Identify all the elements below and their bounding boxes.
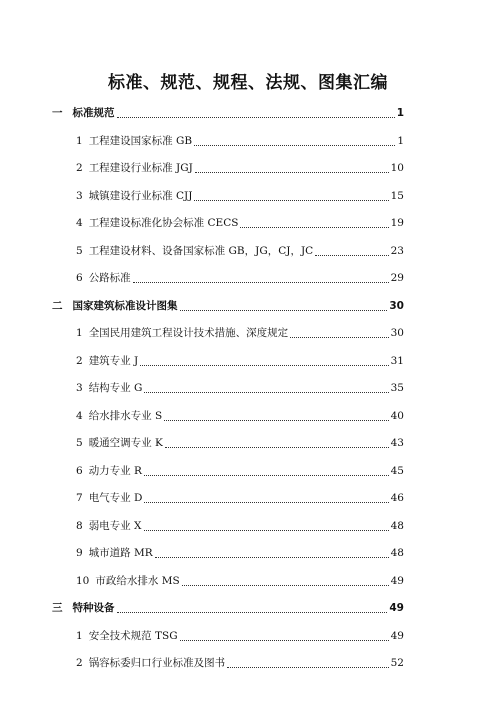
leader-dots <box>165 447 389 448</box>
item-number: 7 <box>76 492 83 504</box>
item-label: 建筑专业 J <box>88 354 139 367</box>
item-page-number: 45 <box>390 464 404 477</box>
section-label: 特种设备 <box>72 602 115 614</box>
toc-item[interactable] <box>0 348 496 376</box>
leader-dots <box>195 172 389 173</box>
item-page-number: 30 <box>390 327 404 339</box>
item-page-number: 43 <box>390 437 404 449</box>
section-number: 一 <box>52 107 63 119</box>
leader-dots <box>290 337 388 338</box>
toc-item[interactable] <box>0 183 496 211</box>
item-number: 9 <box>76 547 83 559</box>
toc-item[interactable] <box>0 238 496 266</box>
leader-dots <box>240 227 388 228</box>
toc-item[interactable] <box>0 513 496 541</box>
section-label: 标准规范 <box>72 107 115 119</box>
item-page-number: 46 <box>390 492 404 504</box>
item-number: 6 <box>76 272 83 284</box>
leader-dots <box>164 420 388 421</box>
item-page-number: 35 <box>390 382 404 394</box>
item-number: 1 <box>76 327 83 339</box>
toc-item[interactable] <box>0 485 496 513</box>
item-label: 全国民用建筑工程设计技术措施、深度规定 <box>88 327 289 339</box>
leader-dots <box>315 255 388 256</box>
item-label: 暖通空调专业 K <box>88 437 163 449</box>
item-number: 5 <box>76 437 83 449</box>
leader-dots <box>227 667 388 668</box>
item-page-number: 29 <box>390 272 404 284</box>
section-label: 国家建筑标准设计图集 <box>72 299 178 312</box>
item-label: 工程建设材料、设备国家标准 GB，JG，CJ，JC <box>88 244 314 257</box>
item-page-number: 48 <box>390 547 404 559</box>
toc-item[interactable] <box>0 128 496 156</box>
item-label: 电气专业 D <box>88 492 143 504</box>
toc-item[interactable] <box>0 650 496 678</box>
toc-item[interactable] <box>0 375 496 403</box>
item-label: 结构专业 G <box>88 382 143 394</box>
toc-item[interactable] <box>0 458 496 486</box>
section-page-number: 49 <box>389 602 404 614</box>
item-label: 城镇建设行业标准 CJJ <box>88 189 193 202</box>
item-page-number: 48 <box>390 519 404 532</box>
leader-dots <box>144 475 389 476</box>
toc-section[interactable] <box>0 100 496 128</box>
toc-item[interactable] <box>0 403 496 431</box>
item-label: 工程建设国家标准 GB <box>88 134 193 147</box>
leader-dots <box>155 557 389 558</box>
item-page-number: 19 <box>390 217 404 229</box>
item-page-number: 49 <box>390 574 404 587</box>
section-number: 三 <box>52 602 63 614</box>
item-label: 锅容标委归口行业标准及图书 <box>88 657 226 669</box>
toc-item[interactable] <box>0 155 496 183</box>
item-page-number: 23 <box>390 244 404 257</box>
toc-item[interactable] <box>0 320 496 348</box>
item-number: 6 <box>76 464 83 477</box>
section-page-number: 1 <box>396 107 404 119</box>
item-number: 4 <box>76 409 83 422</box>
item-number: 10 <box>76 574 90 587</box>
item-number: 1 <box>76 134 83 147</box>
item-page-number: 31 <box>390 354 404 367</box>
item-number: 8 <box>76 519 83 532</box>
item-number: 2 <box>76 657 83 669</box>
leader-dots <box>117 612 388 613</box>
table-of-contents <box>0 100 496 678</box>
item-number: 5 <box>76 244 83 257</box>
item-number: 2 <box>76 354 83 367</box>
item-label: 安全技术规范 TSG <box>88 629 178 642</box>
leader-dots <box>144 530 389 531</box>
leader-dots <box>180 640 389 641</box>
item-label: 工程建设标准化协会标准 CECS <box>88 217 239 229</box>
item-page-number: 52 <box>390 657 404 669</box>
leader-dots <box>182 585 389 586</box>
toc-section[interactable] <box>0 595 496 623</box>
leader-dots <box>194 200 388 201</box>
leader-dots <box>140 365 388 366</box>
toc-item[interactable] <box>0 210 496 238</box>
section-page-number: 30 <box>389 299 404 312</box>
item-page-number: 40 <box>390 409 404 422</box>
item-page-number: 1 <box>397 134 404 147</box>
leader-dots <box>133 282 389 283</box>
item-number: 4 <box>76 217 83 229</box>
item-number: 3 <box>76 382 83 394</box>
toc-item[interactable] <box>0 568 496 596</box>
leader-dots <box>144 502 388 503</box>
item-label: 城市道路 MR <box>88 547 153 559</box>
item-number: 2 <box>76 162 83 174</box>
item-number: 3 <box>76 189 83 202</box>
item-label: 动力专业 R <box>88 464 142 477</box>
item-label: 公路标准 <box>88 272 131 284</box>
leader-dots <box>117 117 395 118</box>
item-number: 1 <box>76 629 83 642</box>
item-page-number: 49 <box>390 629 404 642</box>
leader-dots <box>194 145 395 146</box>
toc-item[interactable] <box>0 623 496 651</box>
section-number: 二 <box>52 299 63 312</box>
item-page-number: 15 <box>390 189 404 202</box>
toc-section[interactable] <box>0 293 496 321</box>
toc-item[interactable] <box>0 540 496 568</box>
toc-item[interactable] <box>0 265 496 293</box>
item-label: 弱电专业 X <box>88 519 142 532</box>
item-label: 工程建设行业标准 JGJ <box>88 162 193 174</box>
item-page-number: 10 <box>390 162 404 174</box>
document-title: 标准、规范、规程、法规、图集汇编 <box>108 73 388 93</box>
item-label: 给水排水专业 S <box>88 409 163 422</box>
leader-dots <box>144 392 388 393</box>
toc-item[interactable] <box>0 430 496 458</box>
item-label: 市政给水排水 MS <box>95 574 180 587</box>
leader-dots <box>180 310 388 311</box>
